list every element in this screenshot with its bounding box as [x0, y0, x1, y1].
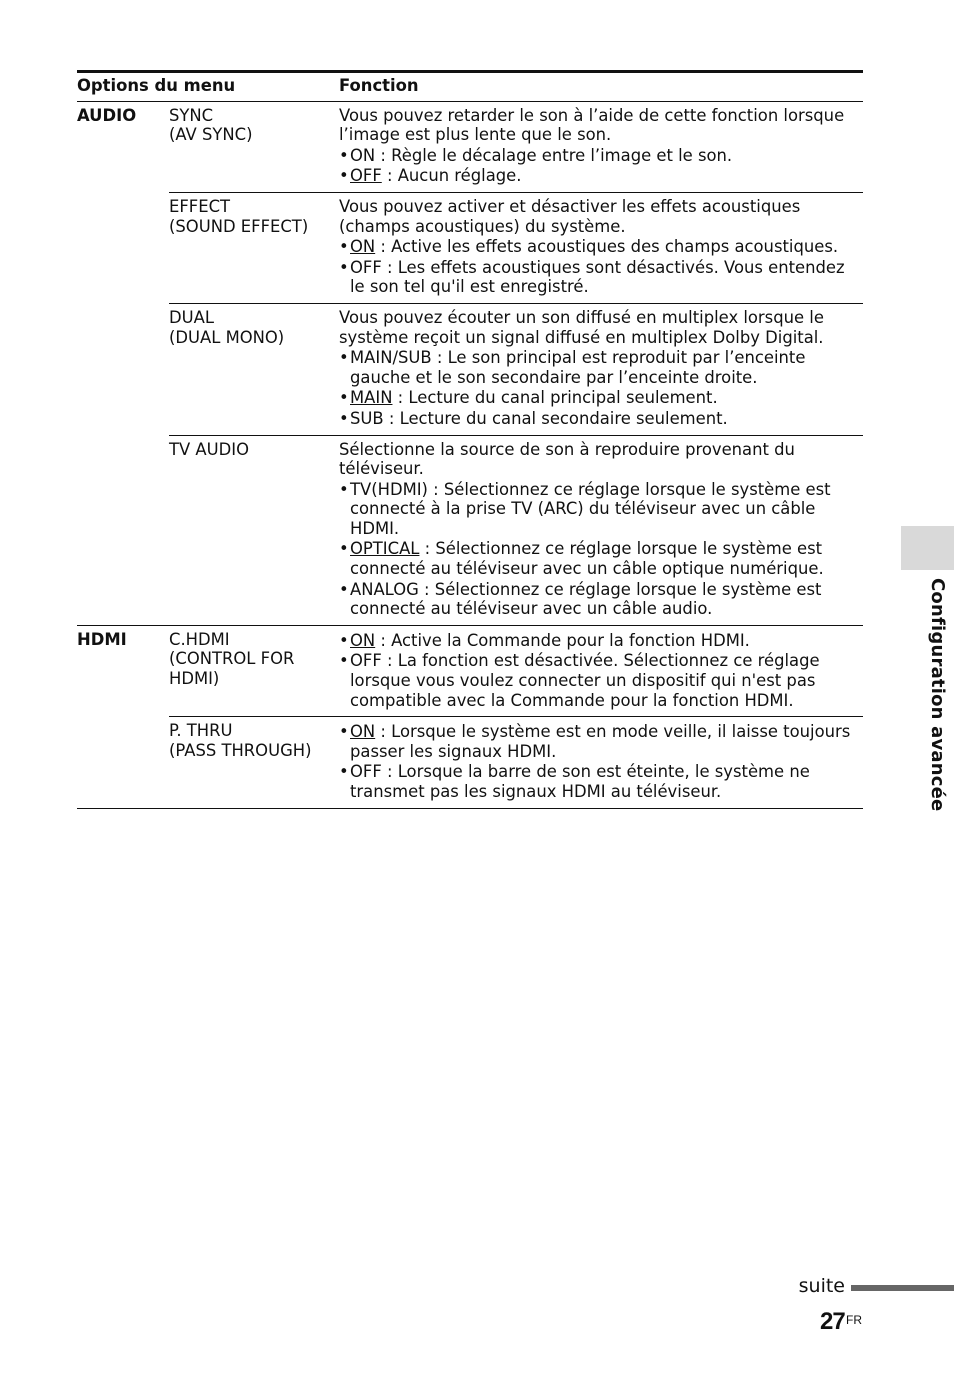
- setting-value: OPTICAL: [350, 539, 420, 559]
- option-cell: [169, 303, 339, 435]
- function-description: Vous pouvez retarder le son à l’aide de cette fonction lorsque l’image est plus lente que le son.: [339, 105, 845, 145]
- bullet-text: [350, 539, 863, 578]
- setting-description: : Sélectionnez ce réglage lorsque le système est connecté à la prise TV (ARC) du téléviseur avec un câble HDMI.: [350, 479, 831, 538]
- function-cell: [339, 717, 863, 808]
- setting-value: ON: [350, 145, 376, 165]
- page-language-suffix: FR: [846, 1313, 862, 1327]
- setting-value: MAIN/SUB: [350, 348, 432, 368]
- setting-value: OFF: [350, 166, 382, 186]
- function-cell: [339, 192, 863, 303]
- setting-value: ON: [350, 237, 376, 257]
- table-row: [77, 101, 863, 192]
- setting-value: ON: [350, 630, 376, 650]
- bullet-item: [339, 651, 863, 710]
- bullet-dot-icon: •: [339, 651, 349, 671]
- setting-value: OFF: [350, 257, 382, 277]
- function-description: Vous pouvez écouter un son diffusé en multiplex lorsque le système reçoit un signal diffusé en multiplex Dolby Digital.: [339, 307, 824, 347]
- table-row: [77, 303, 863, 435]
- bullet-dot-icon: •: [339, 145, 349, 165]
- category-cell: [77, 435, 169, 625]
- option-name-line: SYNC: [169, 105, 214, 125]
- bullet-item: [339, 722, 863, 761]
- setting-description: : Sélectionnez ce réglage lorsque le système est connecté au téléviseur avec un câble audio.: [350, 579, 822, 619]
- option-name-line: EFFECT: [169, 196, 231, 216]
- bullet-item: [339, 258, 863, 297]
- bullet-dot-icon: •: [339, 762, 349, 782]
- bullet-text: [350, 237, 863, 257]
- setting-value: SUB: [350, 408, 384, 428]
- function-cell: [339, 435, 863, 625]
- bullet-text: [350, 388, 863, 408]
- bullet-item: [339, 388, 863, 408]
- option-cell: [169, 192, 339, 303]
- bullet-item: [339, 580, 863, 619]
- bullet-item: [339, 166, 863, 186]
- bullet-text: [350, 580, 863, 619]
- category-cell: HDMI: [77, 625, 169, 716]
- option-name-line: P. THRU: [169, 721, 233, 741]
- bullet-dot-icon: •: [339, 237, 349, 257]
- setting-description: : Lorsque le système est en mode veille, il laisse toujours passer les signaux HDMI.: [350, 722, 851, 761]
- category-cell: [77, 717, 169, 808]
- category-cell: AUDIO: [77, 101, 169, 192]
- setting-value: ANALOG: [350, 579, 419, 599]
- option-cell: [169, 717, 339, 808]
- bullet-dot-icon: •: [339, 579, 349, 599]
- bullet-dot-icon: •: [339, 408, 349, 428]
- option-cell: [169, 625, 339, 716]
- option-name-line: (DUAL MONO): [169, 327, 285, 347]
- setting-description: : Lecture du canal secondaire seulement.: [383, 408, 728, 428]
- bullet-text: [350, 722, 863, 761]
- bullet-text: [350, 146, 863, 166]
- table-body: [77, 101, 863, 808]
- bullet-text: [350, 651, 863, 710]
- function-cell: [339, 625, 863, 716]
- header-options: Options du menu: [77, 72, 339, 102]
- menu-options-table: [77, 70, 863, 809]
- table-row: [77, 435, 863, 625]
- bullet-text: [350, 480, 863, 539]
- category-cell: [77, 303, 169, 435]
- setting-value: OFF: [350, 762, 382, 782]
- bullet-item: [339, 348, 863, 387]
- setting-description: : Les effets acoustiques sont désactivés. Vous entendez le son tel qu'il est enregistré.: [350, 257, 845, 297]
- bullet-dot-icon: •: [339, 348, 349, 368]
- setting-value: OFF: [350, 651, 382, 671]
- option-cell: [169, 435, 339, 625]
- function-description: Sélectionne la source de son à reproduire provenant du téléviseur.: [339, 439, 795, 479]
- bullet-text: [350, 762, 863, 801]
- option-cell: [169, 101, 339, 192]
- setting-description: : Active la Commande pour la fonction HDMI.: [375, 630, 750, 650]
- bullet-item: [339, 480, 863, 539]
- option-name-line: C.HDMI: [169, 629, 230, 649]
- page-number: 27: [820, 1308, 845, 1335]
- bullet-item: [339, 539, 863, 578]
- bullet-item: [339, 762, 863, 801]
- bullet-text: [350, 258, 863, 297]
- bullet-dot-icon: •: [339, 257, 349, 277]
- bullet-item: [339, 237, 863, 257]
- option-name-line: DUAL: [169, 307, 214, 327]
- header-function: Fonction: [339, 72, 863, 102]
- option-name-line: (CONTROL FOR: [169, 649, 295, 669]
- bullet-dot-icon: •: [339, 479, 349, 499]
- setting-value: MAIN: [350, 388, 393, 408]
- setting-value: TV(HDMI): [350, 479, 428, 499]
- setting-description: : Règle le décalage entre l’image et le son.: [375, 145, 733, 165]
- option-name-line: HDMI): [169, 669, 220, 689]
- setting-description: : Le son principal est reproduit par l’enceinte gauche et le son secondaire par l’enceinte droite.: [350, 348, 806, 387]
- bullet-dot-icon: •: [339, 388, 349, 408]
- option-name-line: (AV SYNC): [169, 125, 253, 145]
- setting-description: : Lorsque la barre de son est éteinte, le système ne transmet pas les signaux HDMI au téléviseur.: [350, 762, 810, 801]
- bullet-item: [339, 409, 863, 429]
- bullet-text: [350, 631, 863, 651]
- section-side-tab: [901, 526, 954, 570]
- bullet-item: [339, 631, 863, 651]
- bullet-dot-icon: •: [339, 539, 349, 559]
- setting-description: : La fonction est désactivée. Sélectionnez ce réglage lorsque vous voulez connecter un dispositif qui n'est pas compatible avec la Commande pour la fonction HDMI.: [350, 651, 820, 710]
- continued-label: suite: [798, 1275, 845, 1297]
- setting-value: ON: [350, 722, 376, 742]
- function-description: Vous pouvez activer et désactiver les effets acoustiques (champs acoustiques) du système.: [339, 196, 801, 236]
- function-cell: [339, 303, 863, 435]
- function-cell: [339, 101, 863, 192]
- bullet-text: [350, 409, 863, 429]
- setting-description: : Lecture du canal principal seulement.: [392, 388, 718, 408]
- option-name-line: TV AUDIO: [169, 439, 250, 459]
- bullet-dot-icon: •: [339, 630, 349, 650]
- bullet-text: [350, 348, 863, 387]
- bullet-dot-icon: •: [339, 722, 349, 742]
- option-name-line: (PASS THROUGH): [169, 740, 312, 760]
- section-side-label: Configuration avancée: [927, 578, 948, 812]
- setting-description: : Aucun réglage.: [381, 166, 522, 186]
- table-row: [77, 192, 863, 303]
- category-cell: [77, 192, 169, 303]
- continued-bar: [851, 1285, 954, 1291]
- bullet-text: [350, 166, 863, 186]
- bullet-dot-icon: •: [339, 166, 349, 186]
- option-name-line: (SOUND EFFECT): [169, 216, 309, 236]
- table-row: [77, 717, 863, 808]
- setting-description: : Sélectionnez ce réglage lorsque le système est connecté au téléviseur avec un câble optique numérique.: [350, 539, 824, 579]
- bullet-item: [339, 146, 863, 166]
- table-row: [77, 625, 863, 716]
- setting-description: : Active les effets acoustiques des champs acoustiques.: [375, 237, 839, 257]
